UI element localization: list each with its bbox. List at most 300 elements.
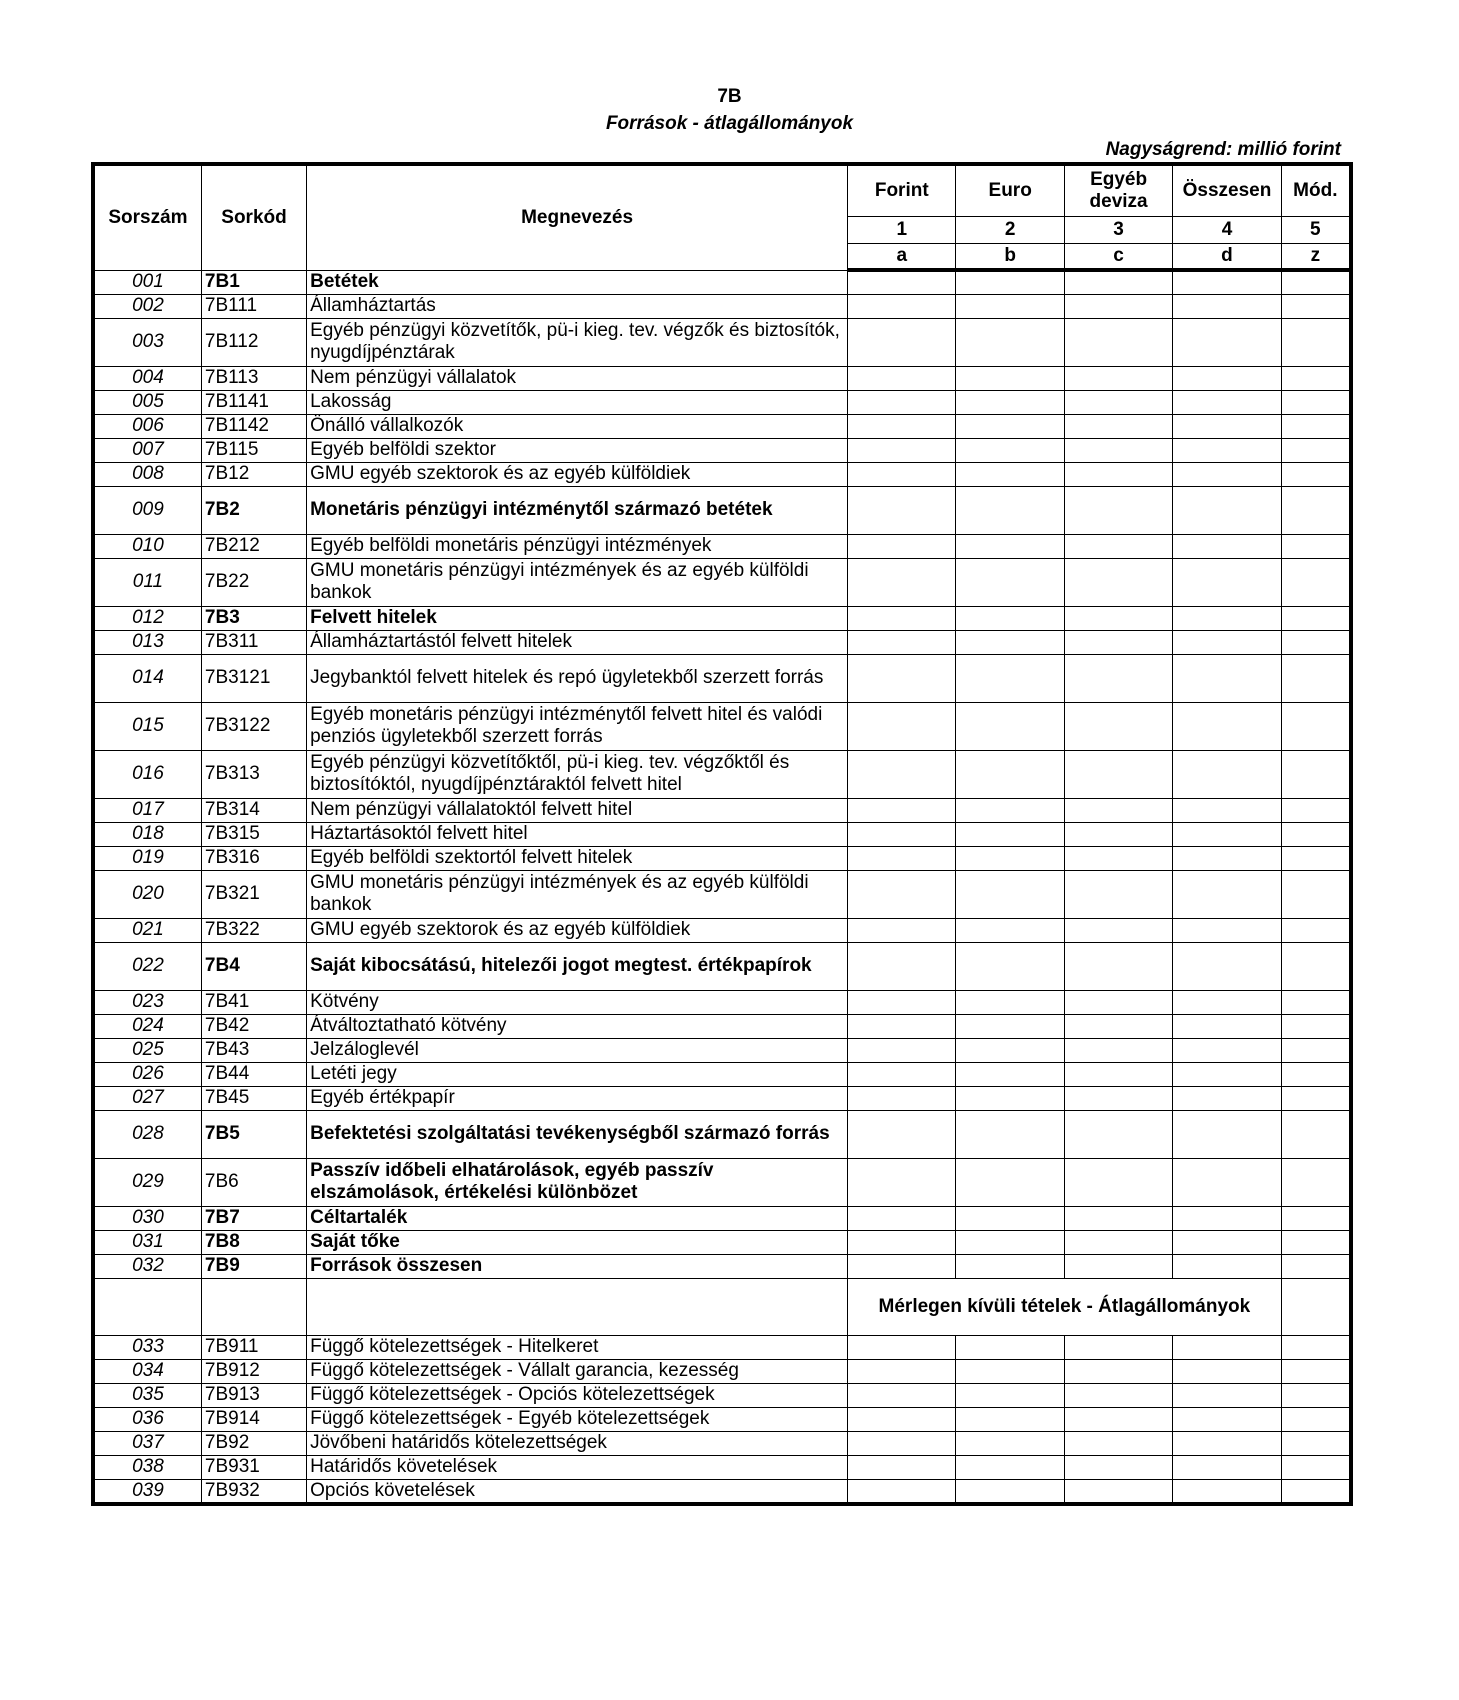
row-number: 018 xyxy=(93,822,201,846)
osszesen-value-cell[interactable] xyxy=(1173,1335,1281,1359)
mod-value-cell[interactable] xyxy=(1281,558,1351,606)
euro-value-cell[interactable] xyxy=(956,1230,1064,1254)
forint-value-cell[interactable] xyxy=(848,438,956,462)
mod-value-cell[interactable] xyxy=(1281,1479,1351,1504)
forint-value-cell[interactable] xyxy=(848,1038,956,1062)
osszesen-value-cell[interactable] xyxy=(1173,1062,1281,1086)
row-number: 037 xyxy=(93,1431,201,1455)
euro-value-cell[interactable] xyxy=(956,750,1064,798)
mod-value-cell[interactable] xyxy=(1281,366,1351,390)
table-row xyxy=(93,534,1351,558)
osszesen-value-cell[interactable] xyxy=(1173,942,1281,990)
forint-value-cell[interactable] xyxy=(848,270,956,294)
euro-value-cell[interactable] xyxy=(956,1383,1064,1407)
euro-value-cell[interactable] xyxy=(956,438,1064,462)
forint-value-cell[interactable] xyxy=(848,1479,956,1504)
row-name: Források összesen xyxy=(307,1254,848,1278)
row-code: 7B5 xyxy=(201,1110,306,1158)
table-row xyxy=(93,390,1351,414)
row-name: Opciós követelések xyxy=(307,1479,848,1504)
forint-value-cell[interactable] xyxy=(848,630,956,654)
row-code: 7B111 xyxy=(201,294,306,318)
row-number: 035 xyxy=(93,1383,201,1407)
mod-value-cell[interactable] xyxy=(1281,270,1351,294)
egyeb-deviza-value-cell[interactable] xyxy=(1064,366,1172,390)
euro-value-cell[interactable] xyxy=(956,702,1064,750)
table-row xyxy=(93,1110,1351,1158)
osszesen-value-cell[interactable] xyxy=(1173,990,1281,1014)
mod-value-cell[interactable] xyxy=(1281,438,1351,462)
egyeb-deviza-value-cell[interactable] xyxy=(1064,1110,1172,1158)
egyeb-deviza-value-cell[interactable] xyxy=(1064,486,1172,534)
mod-value-cell[interactable] xyxy=(1281,1431,1351,1455)
header-sorszam: Sorszám xyxy=(93,164,201,270)
egyeb-deviza-value-cell[interactable] xyxy=(1064,702,1172,750)
euro-value-cell[interactable] xyxy=(956,366,1064,390)
header-euro: Euro xyxy=(956,164,1064,216)
row-number: 012 xyxy=(93,606,201,630)
mod-value-cell[interactable] xyxy=(1281,1086,1351,1110)
euro-value-cell[interactable] xyxy=(956,798,1064,822)
row-code: 7B8 xyxy=(201,1230,306,1254)
table-row xyxy=(93,1206,1351,1230)
row-number: 013 xyxy=(93,630,201,654)
euro-value-cell[interactable] xyxy=(956,1455,1064,1479)
mod-value-cell[interactable] xyxy=(1281,390,1351,414)
row-number: 019 xyxy=(93,846,201,870)
osszesen-value-cell[interactable] xyxy=(1173,750,1281,798)
egyeb-deviza-value-cell[interactable] xyxy=(1064,1254,1172,1278)
euro-value-cell[interactable] xyxy=(956,1086,1064,1110)
unit-note: Nagyságrend: millió forint xyxy=(1105,139,1341,160)
mod-value-cell[interactable] xyxy=(1281,1206,1351,1230)
table-row xyxy=(93,486,1351,534)
row-name: Államháztartástól felvett hitelek xyxy=(307,630,848,654)
osszesen-value-cell[interactable] xyxy=(1173,558,1281,606)
forint-value-cell[interactable] xyxy=(848,750,956,798)
row-code: 7B1142 xyxy=(201,414,306,438)
euro-value-cell[interactable] xyxy=(956,414,1064,438)
row-number: 033 xyxy=(93,1335,201,1359)
forint-value-cell[interactable] xyxy=(848,942,956,990)
osszesen-value-cell[interactable] xyxy=(1173,1014,1281,1038)
egyeb-deviza-value-cell[interactable] xyxy=(1064,654,1172,702)
euro-value-cell[interactable] xyxy=(956,918,1064,942)
osszesen-value-cell[interactable] xyxy=(1173,1110,1281,1158)
table-row xyxy=(93,918,1351,942)
forint-value-cell[interactable] xyxy=(848,390,956,414)
euro-value-cell[interactable] xyxy=(956,270,1064,294)
osszesen-value-cell[interactable] xyxy=(1173,1230,1281,1254)
forint-value-cell[interactable] xyxy=(848,606,956,630)
table-row xyxy=(93,414,1351,438)
table-row xyxy=(93,558,1351,606)
row-number: 039 xyxy=(93,1479,201,1504)
mod-value-cell[interactable] xyxy=(1281,990,1351,1014)
table-row xyxy=(93,1014,1351,1038)
egyeb-deviza-value-cell[interactable] xyxy=(1064,630,1172,654)
table-row xyxy=(93,1479,1351,1504)
mod-value-cell[interactable] xyxy=(1281,1158,1351,1206)
row-code: 7B6 xyxy=(201,1158,306,1206)
egyeb-deviza-value-cell[interactable] xyxy=(1064,606,1172,630)
osszesen-value-cell[interactable] xyxy=(1173,462,1281,486)
row-code: 7B12 xyxy=(201,462,306,486)
mod-value-cell[interactable] xyxy=(1281,750,1351,798)
mod-value-cell[interactable] xyxy=(1281,414,1351,438)
egyeb-deviza-value-cell[interactable] xyxy=(1064,1431,1172,1455)
forint-value-cell[interactable] xyxy=(848,486,956,534)
egyeb-deviza-value-cell[interactable] xyxy=(1064,558,1172,606)
row-name: Egyéb belföldi szektor xyxy=(307,438,848,462)
euro-value-cell[interactable] xyxy=(956,870,1064,918)
header-egyeb-line2: deviza xyxy=(1089,190,1148,212)
egyeb-deviza-value-cell[interactable] xyxy=(1064,390,1172,414)
osszesen-value-cell[interactable] xyxy=(1173,1206,1281,1230)
offbalance-section xyxy=(93,1278,1351,1335)
row-code: 7B316 xyxy=(201,846,306,870)
euro-value-cell[interactable] xyxy=(956,1062,1064,1086)
osszesen-value-cell[interactable] xyxy=(1173,918,1281,942)
row-name: Saját kibocsátású, hitelezői jogot megtest. értékpapírok xyxy=(307,942,848,990)
mod-value-cell[interactable] xyxy=(1281,870,1351,918)
egyeb-deviza-value-cell[interactable] xyxy=(1064,1206,1172,1230)
egyeb-deviza-value-cell[interactable] xyxy=(1064,1479,1172,1504)
osszesen-value-cell[interactable] xyxy=(1173,1407,1281,1431)
row-code: 7B913 xyxy=(201,1383,306,1407)
row-code: 7B43 xyxy=(201,1038,306,1062)
egyeb-deviza-value-cell[interactable] xyxy=(1064,438,1172,462)
egyeb-deviza-value-cell[interactable] xyxy=(1064,846,1172,870)
osszesen-value-cell[interactable] xyxy=(1173,606,1281,630)
mod-value-cell[interactable] xyxy=(1281,1014,1351,1038)
osszesen-value-cell[interactable] xyxy=(1173,846,1281,870)
row-name: Államháztartás xyxy=(307,294,848,318)
forint-value-cell[interactable] xyxy=(848,1359,956,1383)
forint-value-cell[interactable] xyxy=(848,1014,956,1038)
egyeb-deviza-value-cell[interactable] xyxy=(1064,1014,1172,1038)
row-number: 025 xyxy=(93,1038,201,1062)
row-number: 003 xyxy=(93,318,201,366)
euro-value-cell[interactable] xyxy=(956,630,1064,654)
row-name: GMU egyéb szektorok és az egyéb külföldiek xyxy=(307,918,848,942)
forint-value-cell[interactable] xyxy=(848,1383,956,1407)
egyeb-deviza-value-cell[interactable] xyxy=(1064,750,1172,798)
euro-value-cell[interactable] xyxy=(956,1254,1064,1278)
mod-value-cell[interactable] xyxy=(1281,846,1351,870)
forint-value-cell[interactable] xyxy=(848,1335,956,1359)
table-row xyxy=(93,654,1351,702)
mod-value-cell[interactable] xyxy=(1281,1038,1351,1062)
mod-value-cell[interactable] xyxy=(1281,1254,1351,1278)
euro-value-cell[interactable] xyxy=(956,558,1064,606)
euro-value-cell[interactable] xyxy=(956,654,1064,702)
row-name: Függő kötelezettségek - Egyéb kötelezettségek xyxy=(307,1407,848,1431)
row-code: 7B932 xyxy=(201,1479,306,1504)
row-number: 036 xyxy=(93,1407,201,1431)
row-name: Letéti jegy xyxy=(307,1062,848,1086)
euro-value-cell[interactable] xyxy=(956,486,1064,534)
mod-value-cell[interactable] xyxy=(1281,1110,1351,1158)
header-sorkod: Sorkód xyxy=(201,164,306,270)
egyeb-deviza-value-cell[interactable] xyxy=(1064,1062,1172,1086)
forint-value-cell[interactable] xyxy=(848,1431,956,1455)
mod-value-cell[interactable] xyxy=(1281,1230,1351,1254)
row-number: 022 xyxy=(93,942,201,990)
table-row xyxy=(93,1086,1351,1110)
osszesen-value-cell[interactable] xyxy=(1173,798,1281,822)
row-code: 7B44 xyxy=(201,1062,306,1086)
egyeb-deviza-value-cell[interactable] xyxy=(1064,942,1172,990)
forint-value-cell[interactable] xyxy=(848,1086,956,1110)
row-code: 7B912 xyxy=(201,1359,306,1383)
osszesen-value-cell[interactable] xyxy=(1173,702,1281,750)
euro-value-cell[interactable] xyxy=(956,846,1064,870)
forint-value-cell[interactable] xyxy=(848,366,956,390)
mod-value-cell[interactable] xyxy=(1281,822,1351,846)
egyeb-deviza-value-cell[interactable] xyxy=(1064,318,1172,366)
egyeb-deviza-value-cell[interactable] xyxy=(1064,1158,1172,1206)
euro-value-cell[interactable] xyxy=(956,390,1064,414)
egyeb-deviza-value-cell[interactable] xyxy=(1064,798,1172,822)
euro-value-cell[interactable] xyxy=(956,1038,1064,1062)
mod-value-cell[interactable] xyxy=(1281,1335,1351,1359)
mod-value-cell[interactable] xyxy=(1281,534,1351,558)
forint-value-cell[interactable] xyxy=(848,1254,956,1278)
mod-value-cell[interactable] xyxy=(1281,798,1351,822)
forint-value-cell[interactable] xyxy=(848,1110,956,1158)
euro-value-cell[interactable] xyxy=(956,1110,1064,1158)
row-name: Monetáris pénzügyi intézménytől származó betétek xyxy=(307,486,848,534)
egyeb-deviza-value-cell[interactable] xyxy=(1064,1230,1172,1254)
table-row xyxy=(93,1230,1351,1254)
header-forint: Forint xyxy=(848,164,956,216)
forint-value-cell[interactable] xyxy=(848,1407,956,1431)
row-name: Lakosság xyxy=(307,390,848,414)
mod-value-cell[interactable] xyxy=(1281,918,1351,942)
row-name: Átváltoztatható kötvény xyxy=(307,1014,848,1038)
table-row xyxy=(93,990,1351,1014)
osszesen-value-cell[interactable] xyxy=(1173,414,1281,438)
header-number: 5 xyxy=(1281,216,1351,243)
egyeb-deviza-value-cell[interactable] xyxy=(1064,462,1172,486)
table-row xyxy=(93,702,1351,750)
euro-value-cell[interactable] xyxy=(956,1359,1064,1383)
osszesen-value-cell[interactable] xyxy=(1173,366,1281,390)
forint-value-cell[interactable] xyxy=(848,1158,956,1206)
euro-value-cell[interactable] xyxy=(956,1335,1064,1359)
row-name: Nem pénzügyi vállalatok xyxy=(307,366,848,390)
euro-value-cell[interactable] xyxy=(956,942,1064,990)
osszesen-value-cell[interactable] xyxy=(1173,294,1281,318)
forint-value-cell[interactable] xyxy=(848,462,956,486)
euro-value-cell[interactable] xyxy=(956,1014,1064,1038)
mod-value-cell[interactable] xyxy=(1281,654,1351,702)
row-name: GMU egyéb szektorok és az egyéb külföldiek xyxy=(307,462,848,486)
row-number: 016 xyxy=(93,750,201,798)
egyeb-deviza-value-cell[interactable] xyxy=(1064,990,1172,1014)
mod-value-cell[interactable] xyxy=(1281,1062,1351,1086)
row-name: Befektetési szolgáltatási tevékenységből származó forrás xyxy=(307,1110,848,1158)
table-row xyxy=(93,1407,1351,1431)
egyeb-deviza-value-cell[interactable] xyxy=(1064,270,1172,294)
osszesen-value-cell[interactable] xyxy=(1173,438,1281,462)
euro-value-cell[interactable] xyxy=(956,1158,1064,1206)
mod-value-cell[interactable] xyxy=(1281,942,1351,990)
header-egyeb-line1: Egyéb xyxy=(1090,168,1148,190)
row-name: GMU monetáris pénzügyi intézmények és az egyéb külföldi bankok xyxy=(307,558,848,606)
egyeb-deviza-value-cell[interactable] xyxy=(1064,1335,1172,1359)
mod-value-cell[interactable] xyxy=(1281,294,1351,318)
osszesen-value-cell[interactable] xyxy=(1173,1455,1281,1479)
egyeb-deviza-value-cell[interactable] xyxy=(1064,1359,1172,1383)
row-code: 7B3 xyxy=(201,606,306,630)
mod-value-cell[interactable] xyxy=(1281,1455,1351,1479)
forint-value-cell[interactable] xyxy=(848,558,956,606)
blank-cell xyxy=(307,1278,848,1335)
row-code: 7B115 xyxy=(201,438,306,462)
mod-value-cell[interactable] xyxy=(1281,1407,1351,1431)
header-megnevezes: Megnevezés xyxy=(307,164,848,270)
mod-value-cell[interactable] xyxy=(1281,606,1351,630)
euro-value-cell[interactable] xyxy=(956,462,1064,486)
mod-value-cell[interactable] xyxy=(1281,1359,1351,1383)
form-title: Források - átlagállományok xyxy=(605,113,854,134)
egyeb-deviza-value-cell[interactable] xyxy=(1064,870,1172,918)
osszesen-value-cell[interactable] xyxy=(1173,1254,1281,1278)
osszesen-value-cell[interactable] xyxy=(1173,318,1281,366)
euro-value-cell[interactable] xyxy=(956,1431,1064,1455)
table-row xyxy=(93,822,1351,846)
osszesen-value-cell[interactable] xyxy=(1173,534,1281,558)
osszesen-value-cell[interactable] xyxy=(1173,1431,1281,1455)
osszesen-value-cell[interactable] xyxy=(1173,486,1281,534)
forint-value-cell[interactable] xyxy=(848,414,956,438)
mod-value-cell[interactable] xyxy=(1281,318,1351,366)
osszesen-value-cell[interactable] xyxy=(1173,1479,1281,1504)
euro-value-cell[interactable] xyxy=(956,318,1064,366)
osszesen-value-cell[interactable] xyxy=(1173,1359,1281,1383)
euro-value-cell[interactable] xyxy=(956,822,1064,846)
euro-value-cell[interactable] xyxy=(956,606,1064,630)
euro-value-cell[interactable] xyxy=(956,534,1064,558)
forint-value-cell[interactable] xyxy=(848,1455,956,1479)
table-row xyxy=(93,942,1351,990)
mod-value-cell[interactable] xyxy=(1281,486,1351,534)
table-row xyxy=(93,1455,1351,1479)
egyeb-deviza-value-cell[interactable] xyxy=(1064,1038,1172,1062)
row-name: Betétek xyxy=(307,270,848,294)
header-egyeb-deviza xyxy=(1064,164,1172,216)
forint-value-cell[interactable] xyxy=(848,534,956,558)
row-number: 004 xyxy=(93,366,201,390)
forint-value-cell[interactable] xyxy=(848,1206,956,1230)
osszesen-value-cell[interactable] xyxy=(1173,390,1281,414)
mod-value-cell[interactable] xyxy=(1281,702,1351,750)
row-code: 7B113 xyxy=(201,366,306,390)
forint-value-cell[interactable] xyxy=(848,294,956,318)
forint-value-cell[interactable] xyxy=(848,822,956,846)
forint-value-cell[interactable] xyxy=(848,654,956,702)
header-number: 2 xyxy=(956,216,1064,243)
forint-value-cell[interactable] xyxy=(848,918,956,942)
table-row xyxy=(93,606,1351,630)
osszesen-value-cell[interactable] xyxy=(1173,270,1281,294)
osszesen-value-cell[interactable] xyxy=(1173,1038,1281,1062)
offbalance-label: Mérlegen kívüli tételek - Átlagállományok xyxy=(848,1278,1282,1335)
row-name: Függő kötelezettségek - Vállalt garancia, kezesség xyxy=(307,1359,848,1383)
row-name: Egyéb pénzügyi közvetítőktől, pü-i kieg. tev. végzőktől és biztosítóktól, nyugdíjpénztáraktól felvett hitel xyxy=(307,750,848,798)
euro-value-cell[interactable] xyxy=(956,1206,1064,1230)
header-letter: d xyxy=(1173,243,1281,270)
osszesen-value-cell[interactable] xyxy=(1173,1086,1281,1110)
egyeb-deviza-value-cell[interactable] xyxy=(1064,294,1172,318)
forint-value-cell[interactable] xyxy=(848,846,956,870)
row-code: 7B321 xyxy=(201,870,306,918)
osszesen-value-cell[interactable] xyxy=(1173,1158,1281,1206)
row-number: 010 xyxy=(93,534,201,558)
osszesen-value-cell[interactable] xyxy=(1173,630,1281,654)
row-code: 7B3122 xyxy=(201,702,306,750)
row-number: 015 xyxy=(93,702,201,750)
table-row xyxy=(93,294,1351,318)
egyeb-deviza-value-cell[interactable] xyxy=(1064,534,1172,558)
euro-value-cell[interactable] xyxy=(956,294,1064,318)
euro-value-cell[interactable] xyxy=(956,1479,1064,1504)
forint-value-cell[interactable] xyxy=(848,870,956,918)
egyeb-deviza-value-cell[interactable] xyxy=(1064,822,1172,846)
mod-value-cell[interactable] xyxy=(1281,462,1351,486)
header-number: 3 xyxy=(1064,216,1172,243)
row-name: Jelzáloglevél xyxy=(307,1038,848,1062)
egyeb-deviza-value-cell[interactable] xyxy=(1064,1086,1172,1110)
egyeb-deviza-value-cell[interactable] xyxy=(1064,414,1172,438)
row-code: 7B911 xyxy=(201,1335,306,1359)
row-code: 7B1 xyxy=(201,270,306,294)
row-code: 7B315 xyxy=(201,822,306,846)
euro-value-cell[interactable] xyxy=(956,990,1064,1014)
row-code: 7B9 xyxy=(201,1254,306,1278)
row-number: 002 xyxy=(93,294,201,318)
offbalance-body xyxy=(93,1335,1351,1504)
osszesen-value-cell[interactable] xyxy=(1173,1383,1281,1407)
mod-value-cell[interactable] xyxy=(1281,1383,1351,1407)
row-number: 026 xyxy=(93,1062,201,1086)
forint-value-cell[interactable] xyxy=(848,1062,956,1086)
row-number: 001 xyxy=(93,270,201,294)
row-number: 006 xyxy=(93,414,201,438)
forint-value-cell[interactable] xyxy=(848,702,956,750)
egyeb-deviza-value-cell[interactable] xyxy=(1064,1383,1172,1407)
osszesen-value-cell[interactable] xyxy=(1173,822,1281,846)
euro-value-cell[interactable] xyxy=(956,1407,1064,1431)
forint-value-cell[interactable] xyxy=(848,1230,956,1254)
row-name: Függő kötelezettségek - Opciós kötelezettségek xyxy=(307,1383,848,1407)
egyeb-deviza-value-cell[interactable] xyxy=(1064,918,1172,942)
table-row xyxy=(93,366,1351,390)
egyeb-deviza-value-cell[interactable] xyxy=(1064,1455,1172,1479)
row-code: 7B41 xyxy=(201,990,306,1014)
forint-value-cell[interactable] xyxy=(848,990,956,1014)
forint-value-cell[interactable] xyxy=(848,318,956,366)
osszesen-value-cell[interactable] xyxy=(1173,654,1281,702)
osszesen-value-cell[interactable] xyxy=(1173,870,1281,918)
mod-value-cell[interactable] xyxy=(1281,630,1351,654)
row-name: Egyéb belföldi monetáris pénzügyi intézmények xyxy=(307,534,848,558)
egyeb-deviza-value-cell[interactable] xyxy=(1064,1407,1172,1431)
forint-value-cell[interactable] xyxy=(848,798,956,822)
row-name: Jegybanktól felvett hitelek és repó ügyletekből szerzett forrás xyxy=(307,654,848,702)
